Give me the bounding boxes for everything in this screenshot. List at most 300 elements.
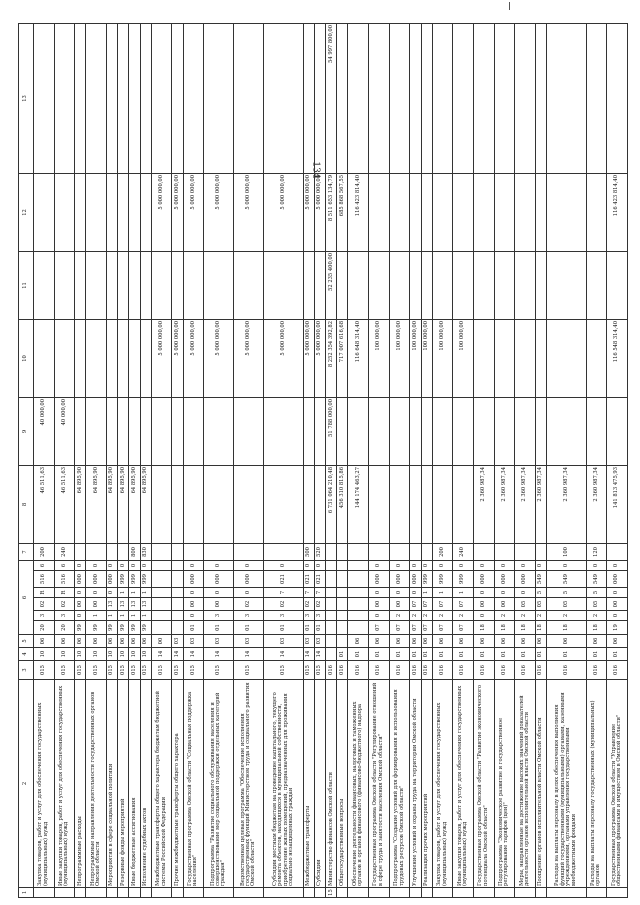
table-cell (547, 888, 587, 898)
table-cell (535, 888, 546, 898)
table-cell (494, 173, 515, 251)
header-cell: 5 (19, 635, 34, 648)
table-cell: 99 (129, 621, 140, 635)
table-cell: 13 (129, 598, 140, 611)
table-cell (348, 397, 369, 465)
table-cell: 01 (389, 648, 410, 661)
table-cell (389, 397, 410, 465)
table-cell: 1 (140, 588, 151, 598)
table-cell: 0 (86, 588, 107, 598)
table-cell (75, 173, 86, 251)
table-cell: 021 (303, 571, 314, 588)
table-cell: 14 (151, 648, 172, 661)
table-cell: 05 (547, 598, 587, 611)
table-cell (172, 888, 183, 898)
table-cell (326, 588, 337, 598)
table-cell (140, 397, 151, 465)
table-cell: 06 (369, 635, 390, 648)
table-cell: 016 (535, 661, 546, 680)
table-cell: 6 (34, 560, 55, 570)
table-cell (432, 888, 453, 898)
table-row (183, 23, 204, 897)
table-cell: 2 (535, 611, 546, 621)
table-cell: 5 000 000,00 (183, 173, 204, 251)
table-cell (54, 251, 75, 319)
table-cell: 5 000 000,00 (204, 173, 234, 251)
table-cell (314, 888, 325, 898)
table-cell (172, 598, 183, 611)
table-cell: 0 (432, 560, 453, 570)
table-cell: 07 (410, 621, 421, 635)
table-cell (389, 888, 410, 898)
table-cell (75, 888, 86, 898)
table-cell: 016 (369, 661, 390, 680)
table-cell: 0 (86, 560, 107, 570)
table-cell: 03 (172, 635, 183, 648)
table-cell: 0 (494, 588, 515, 598)
table-cell (586, 173, 607, 251)
table-cell (607, 543, 628, 560)
table-row (303, 23, 314, 897)
table-cell (86, 543, 107, 560)
table-cell: 516 (34, 571, 55, 588)
table-cell (547, 251, 587, 319)
table-cell (369, 888, 390, 898)
table-cell (515, 23, 536, 173)
table-cell: 0 (183, 588, 204, 598)
table-cell: 1 (453, 588, 474, 598)
table-cell: 40 000,00 (54, 397, 75, 465)
table-cell: 2 (410, 611, 421, 621)
row-name-cell: Мероприятия в сфере социальной политики (107, 680, 118, 888)
table-cell (515, 543, 536, 560)
table-cell: 0 (607, 611, 628, 621)
table-cell: 14 (183, 648, 204, 661)
table-cell (326, 571, 337, 588)
table-cell: 01 (183, 621, 204, 635)
table-cell: 240 (54, 543, 75, 560)
header-cell: 12 (19, 173, 34, 251)
table-row (140, 23, 151, 897)
table-cell (107, 543, 118, 560)
row-name-cell: Государственная программа Омской области "Социальная поддержка населения" (183, 680, 204, 888)
table-cell: 999 (421, 571, 432, 588)
table-cell: 01 (453, 648, 474, 661)
table-cell (389, 251, 410, 319)
table-cell (118, 319, 129, 397)
table-cell (86, 173, 107, 251)
row-name-cell: Прочие межбюджетные трансферты общего характера (172, 680, 183, 888)
table-cell: 2 360 987,34 (586, 465, 607, 543)
table-cell: 999 (432, 571, 453, 588)
table-cell: 40 000,00 (34, 397, 55, 465)
table-cell: 5 (535, 588, 546, 598)
table-cell: 000 (107, 571, 118, 588)
table-cell: 10 (107, 648, 118, 661)
table-cell: 015 (86, 661, 107, 680)
table-cell (172, 571, 183, 588)
table-cell: 1 (86, 611, 107, 621)
table-row (314, 23, 325, 897)
table-cell (421, 23, 432, 173)
table-cell (607, 888, 628, 898)
table-cell: 0 (389, 588, 410, 598)
table-cell: 00 (86, 598, 107, 611)
table-cell (34, 888, 55, 898)
table-cell (369, 397, 390, 465)
table-cell (421, 465, 432, 543)
table-cell: 0 (234, 560, 264, 570)
table-cell: 5 000 000,00 (151, 319, 172, 397)
table-cell (369, 251, 390, 319)
table-cell (86, 23, 107, 173)
table-cell: 14 (204, 648, 234, 661)
table-cell: 64 895,90 (75, 465, 86, 543)
table-cell: 830 (140, 543, 151, 560)
table-cell: 015 (303, 661, 314, 680)
table-cell (264, 397, 304, 465)
table-cell: 000 (494, 571, 515, 588)
table-cell (107, 173, 118, 251)
table-cell: 99 (140, 621, 151, 635)
table-cell: 0 (183, 611, 204, 621)
table-cell: 52 235 400,00 (326, 251, 337, 319)
table-cell (314, 23, 325, 173)
table-cell: 000 (473, 571, 494, 588)
table-row (107, 23, 118, 897)
table-cell (535, 251, 546, 319)
table-cell: 021 (314, 571, 325, 588)
table-cell: 549 (586, 571, 607, 588)
table-cell: 016 (421, 661, 432, 680)
table-cell: 15 (326, 888, 337, 898)
table-cell: 0 (473, 611, 494, 621)
table-cell: 46 511,63 (54, 465, 75, 543)
table-cell: 021 (264, 571, 304, 588)
table-cell: 3 (303, 611, 314, 621)
table-cell: 06 (75, 635, 86, 648)
table-cell (473, 251, 494, 319)
table-cell (204, 23, 234, 173)
table-cell: 06 (348, 635, 369, 648)
table-cell: 0 (535, 560, 546, 570)
table-cell (337, 888, 348, 898)
table-cell: 02 (264, 598, 304, 611)
table-cell (264, 543, 304, 560)
table-cell: 06 (473, 635, 494, 648)
table-cell: 01 (547, 648, 587, 661)
table-cell: 00 (473, 598, 494, 611)
table-cell (369, 543, 390, 560)
table-cell (86, 397, 107, 465)
table-cell: 3 (54, 611, 75, 621)
table-cell (453, 173, 474, 251)
table-cell: 015 (151, 661, 172, 680)
table-cell (494, 543, 515, 560)
table-cell: 120 (586, 543, 607, 560)
table-cell: 2 (421, 611, 432, 621)
table-row (369, 23, 390, 897)
table-cell: 016 (432, 661, 453, 680)
table-cell: 7 (264, 588, 304, 598)
table-cell: 10 (75, 648, 86, 661)
table-cell: 016 (607, 661, 628, 680)
table-cell: 2 360 987,34 (473, 465, 494, 543)
table-cell: 016 (586, 661, 607, 680)
table-cell (547, 23, 587, 173)
table-cell: 14 (234, 648, 264, 661)
table-cell (75, 319, 86, 397)
table-cell: 685 868 567,55 (337, 173, 348, 251)
table-cell (348, 611, 369, 621)
table-cell: 100 000,00 (453, 319, 474, 397)
table-cell: 2 (494, 611, 515, 621)
table-cell: 000 (86, 571, 107, 588)
table-cell (515, 173, 536, 251)
table-cell (369, 173, 390, 251)
table-cell: 0 (515, 560, 536, 570)
table-cell (151, 397, 172, 465)
row-name-cell: Закупка товаров, работ и услуг для обеспечения государственных (муниципальных) нужд (432, 680, 453, 888)
table-cell (107, 319, 118, 397)
table-cell: 0 (75, 560, 86, 570)
table-cell (264, 251, 304, 319)
table-cell: 3 (204, 611, 234, 621)
table-cell (183, 251, 204, 319)
table-cell: 06 (118, 635, 129, 648)
page-number: 134 (310, 161, 321, 179)
table-cell (234, 465, 264, 543)
table-cell (348, 888, 369, 898)
table-cell: 116 423 814,40 (607, 173, 628, 251)
table-cell (410, 173, 421, 251)
table-cell: 141 813 475,93 (607, 465, 628, 543)
table-cell: 015 (183, 661, 204, 680)
table-cell (369, 23, 390, 173)
table-cell (348, 621, 369, 635)
table-row (337, 23, 348, 897)
table-cell: 00 (151, 635, 172, 648)
table-cell: 01 (264, 621, 304, 635)
table-cell (151, 888, 172, 898)
table-cell: 016 (547, 661, 587, 680)
table-cell (326, 621, 337, 635)
table-cell (151, 611, 172, 621)
table-cell: 06 (607, 635, 628, 648)
rotated-table-container (18, 24, 628, 898)
table-cell (410, 23, 421, 173)
table-cell: 1 (118, 611, 129, 621)
table-cell (535, 23, 546, 173)
table-cell: 18 (535, 621, 546, 635)
table-cell: 0 (369, 611, 390, 621)
table-cell (421, 251, 432, 319)
table-cell (264, 465, 304, 543)
table-cell: 06 (129, 635, 140, 648)
table-cell: 13 (140, 598, 151, 611)
table-cell: 0 (453, 560, 474, 570)
table-cell (473, 888, 494, 898)
table-cell: 03 (303, 635, 314, 648)
table-cell: 05 (515, 598, 536, 611)
table-cell: 02 (234, 598, 264, 611)
table-cell: 015 (314, 661, 325, 680)
table-cell: 000 (389, 571, 410, 588)
table-cell: 520 (314, 543, 325, 560)
table-cell: 18 (473, 621, 494, 635)
table-cell: 03 (234, 635, 264, 648)
table-row (607, 23, 628, 897)
table-cell (183, 465, 204, 543)
table-row (586, 23, 607, 897)
table-cell (348, 251, 369, 319)
table-cell: 144 174 463,27 (348, 465, 369, 543)
table-cell: 07 (453, 621, 474, 635)
table-cell: 10 (140, 648, 151, 661)
table-row (86, 23, 107, 897)
table-cell: 5 000 000,00 (234, 173, 264, 251)
table-cell (348, 560, 369, 570)
table-cell: 05 (586, 598, 607, 611)
table-cell: 015 (234, 661, 264, 680)
header-cell: 4 (19, 648, 34, 661)
table-cell: 5 (547, 588, 587, 598)
table-cell: 2 (389, 611, 410, 621)
table-cell: 06 (421, 635, 432, 648)
table-cell: R (34, 588, 55, 598)
table-cell: 0 (547, 560, 587, 570)
table-cell (348, 598, 369, 611)
table-cell: 016 (453, 661, 474, 680)
table-cell (151, 23, 172, 173)
header-cell: 1 (19, 888, 34, 898)
table-cell: 99 (75, 621, 86, 635)
table-cell: 000 (234, 571, 264, 588)
table-cell: 999 (140, 571, 151, 588)
table-cell: 7 (314, 588, 325, 598)
table-cell: 01 (314, 621, 325, 635)
table-cell (234, 397, 264, 465)
table-cell: 00 (183, 598, 204, 611)
table-cell: 1 (140, 611, 151, 621)
table-cell (326, 543, 337, 560)
table-cell: 64 895,90 (140, 465, 151, 543)
table-cell: 100 000,00 (432, 319, 453, 397)
table-row (421, 23, 432, 897)
table-cell: 000 (369, 571, 390, 588)
table-cell (410, 251, 421, 319)
table-cell: 02 (303, 598, 314, 611)
table-cell (86, 319, 107, 397)
table-cell: 1 (421, 588, 432, 598)
row-name-cell: Расходы на выплаты персоналу государственных (муниципальных) органов (586, 680, 607, 888)
table-cell (586, 888, 607, 898)
table-cell (314, 465, 325, 543)
table-cell: 01 (586, 648, 607, 661)
table-cell (348, 571, 369, 588)
table-cell (515, 251, 536, 319)
table-cell (494, 23, 515, 173)
table-cell: 016 (515, 661, 536, 680)
table-cell: 240 (453, 543, 474, 560)
table-cell: 01 (348, 648, 369, 661)
table-cell (547, 397, 587, 465)
table-cell: 000 (515, 571, 536, 588)
table-cell: 999 (118, 571, 129, 588)
table-cell (453, 465, 474, 543)
table-cell (348, 23, 369, 173)
row-name-cell: Субсидии местным бюджетам на проведение капитального, текущего ремонта объектов, находящихся в муниципальной собственности, приобретение жилых помещений, предназначенных для проживания социально незащищенных граждан (264, 680, 304, 888)
table-cell (303, 465, 314, 543)
table-cell: 999 (129, 571, 140, 588)
table-cell (547, 319, 587, 397)
table-cell: 0 (369, 588, 390, 598)
row-name-cell: Расходы на выплаты персоналу в целях обеспечения выполнения функций государственными (муниципальными) органами, казенными учреждениями, органами управления государственными внебюджетными фондами (547, 680, 587, 888)
table-cell: 03 (204, 635, 234, 648)
table-cell (337, 571, 348, 588)
table-cell (34, 251, 55, 319)
table-cell (473, 543, 494, 560)
table-row (204, 23, 234, 897)
table-cell: 116 648 314,40 (348, 319, 369, 397)
table-cell: 5 (586, 588, 607, 598)
table-cell (337, 543, 348, 560)
table-cell: 06 (494, 635, 515, 648)
table-cell: 8 511 653 134,79 (326, 173, 337, 251)
table-cell: 14 (264, 648, 304, 661)
row-name-cell: Реализация прочих мероприятий (421, 680, 432, 888)
table-cell (151, 588, 172, 598)
table-cell: 016 (410, 661, 421, 680)
scan-mark (509, 2, 510, 10)
table-cell (453, 251, 474, 319)
table-cell: 5 000 000,00 (172, 319, 183, 397)
table-cell: 2 360 987,34 (515, 465, 536, 543)
table-cell: 51 788 000,00 (326, 397, 337, 465)
table-cell (234, 888, 264, 898)
table-cell: 015 (129, 661, 140, 680)
table-cell (34, 173, 55, 251)
table-cell (129, 319, 140, 397)
table-cell: 07 (410, 598, 421, 611)
table-cell: 03 (264, 635, 304, 648)
table-cell (303, 251, 314, 319)
table-cell: 13 (118, 598, 129, 611)
table-cell (421, 397, 432, 465)
table-cell: 20 (34, 621, 55, 635)
table-cell: 10 (86, 648, 107, 661)
row-name-cell: Министерство финансов Омской области (326, 680, 337, 888)
table-cell: 2 (515, 611, 536, 621)
table-cell (204, 465, 234, 543)
table-cell: 01 (369, 648, 390, 661)
table-cell (348, 543, 369, 560)
table-cell (129, 173, 140, 251)
table-cell (54, 319, 75, 397)
table-row (410, 23, 421, 897)
table-cell: 516 (54, 571, 75, 588)
table-cell (337, 560, 348, 570)
table-cell: 015 (264, 661, 304, 680)
table-cell (535, 319, 546, 397)
table-cell: 0 (586, 560, 607, 570)
table-cell: 10 (34, 648, 55, 661)
table-cell: 18 (547, 621, 587, 635)
row-name-cell: Меры, направленные на достижение высоких значений показателей деятельности органов исполнительной власти Омской области (515, 680, 536, 888)
table-cell (515, 319, 536, 397)
row-name-cell: Государственная программа Омской области "Управление общественными финансами и имуществом в Омской области" (607, 680, 628, 888)
table-cell (75, 397, 86, 465)
